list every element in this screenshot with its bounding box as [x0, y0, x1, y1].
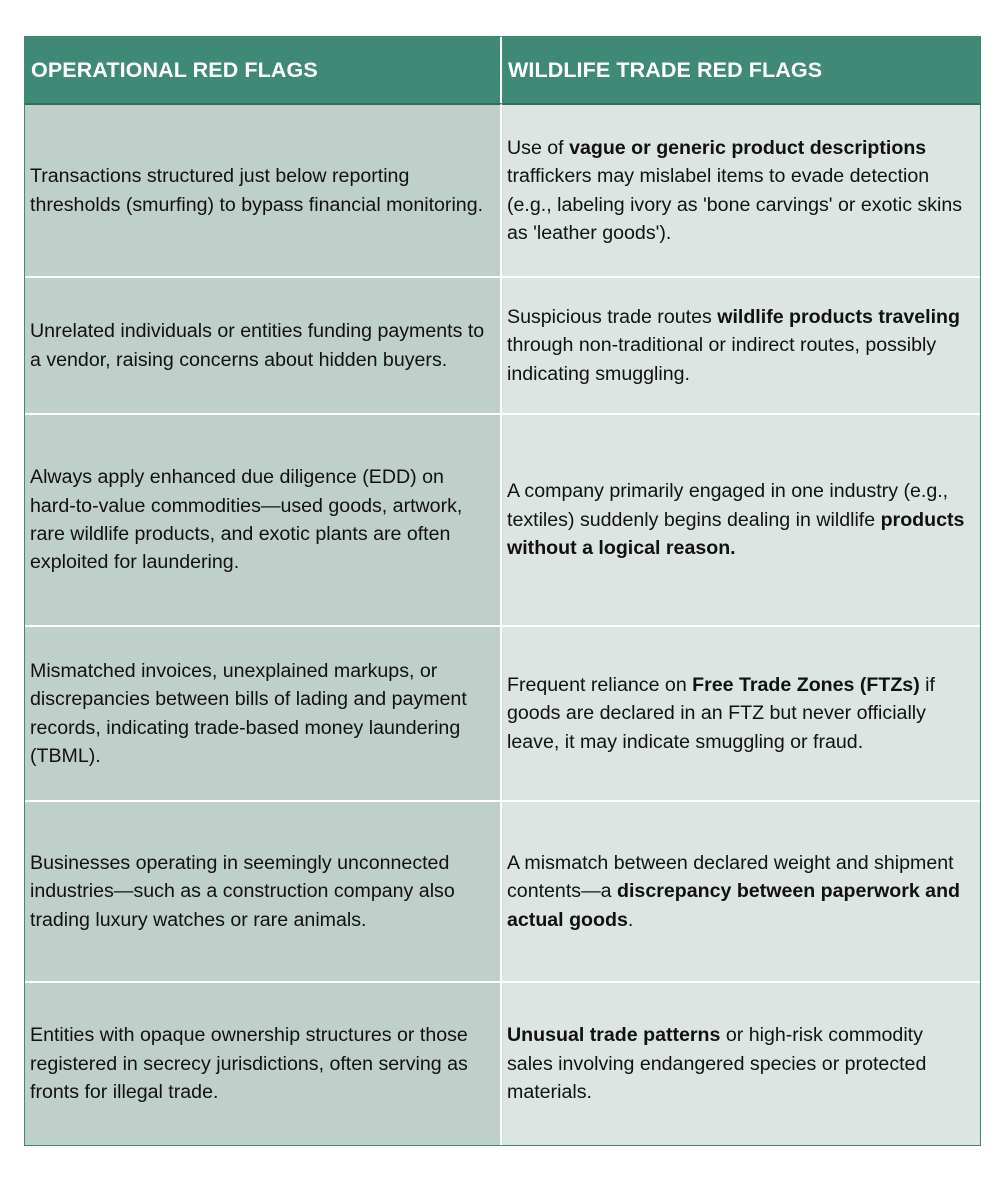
wildlife-text: Unusual trade patterns or high-risk commodity sales involving endangered species or protected materials. — [507, 1024, 927, 1104]
operational-header: OPERATIONAL RED FLAGS — [25, 37, 502, 103]
wildlife-emphasis: vague or generic product descriptions — [569, 136, 927, 159]
wildlife-cell-5 — [502, 800, 980, 981]
operational-cell-4 — [25, 625, 502, 800]
operational-text: Unrelated individuals or entities funding payments to a vendor, raising concerns about hidden buyers. — [30, 320, 485, 371]
operational-cell-6 — [25, 981, 502, 1145]
operational-cell-3 — [25, 413, 502, 625]
operational-text: Businesses operating in seemingly unconnected industries—such as a construction company also trading luxury watches or rare animals. — [30, 851, 455, 931]
wildlife-cell-1 — [502, 103, 980, 276]
operational-text: Mismatched invoices, unexplained markups, or discrepancies between bills of lading and payment records, indicating trade-based money laundering (TBML). — [30, 659, 467, 767]
wildlife-cell-4 — [502, 625, 980, 800]
operational-cell-2 — [25, 276, 502, 413]
operational-text: Entities with opaque ownership structures or those registered in secrecy jurisdictions, often serving as fronts for illegal trade. — [30, 1024, 468, 1104]
operational-cell-5 — [25, 800, 502, 981]
wildlife-text: A mismatch between declared weight and shipment contents—a discrepancy between paperwork and actual goods. — [507, 851, 961, 931]
wildlife-text: Frequent reliance on Free Trade Zones (FTZs) if goods are declared in an FTZ but never officially leave, it may indicate smuggling or fraud. — [507, 673, 935, 753]
wildlife-emphasis: Unusual trade patterns — [507, 1024, 721, 1047]
wildlife-emphasis: wildlife products traveling — [717, 305, 960, 328]
wildlife-cell-2 — [502, 276, 980, 413]
wildlife-cell-6 — [502, 981, 980, 1145]
wildlife-emphasis: products without a logical reason. — [507, 508, 965, 560]
operational-text: Transactions structured just below reporting thresholds (smurfing) to bypass financial monitoring. — [30, 165, 484, 216]
wildlife-text: Suspicious trade routes wildlife products traveling through non-traditional or indirect routes, possibly indicating smuggling. — [507, 305, 960, 385]
wildlife-header: WILDLIFE TRADE RED FLAGS — [502, 37, 980, 103]
wildlife-text: Use of vague or generic product descriptions traffickers may mislabel items to evade detection (e.g., labeling ivory as 'bone carvings' or exotic skins as 'leather goods'). — [507, 136, 963, 244]
operational-cell-1 — [25, 103, 502, 276]
wildlife-text: A company primarily engaged in one industry (e.g., textiles) suddenly begins dealing in wildlife products without a logical reason. — [507, 480, 965, 560]
operational-text: Always apply enhanced due diligence (EDD) on hard-to-value commodities—used goods, artwork, rare wildlife products, and exotic plants are often exploited for laundering. — [30, 466, 463, 574]
red-flags-table — [24, 36, 981, 1146]
wildlife-emphasis: discrepancy between paperwork and actual goods — [507, 880, 961, 931]
wildlife-emphasis: Free Trade Zones (FTZs) — [692, 673, 920, 696]
wildlife-cell-3 — [502, 413, 980, 625]
